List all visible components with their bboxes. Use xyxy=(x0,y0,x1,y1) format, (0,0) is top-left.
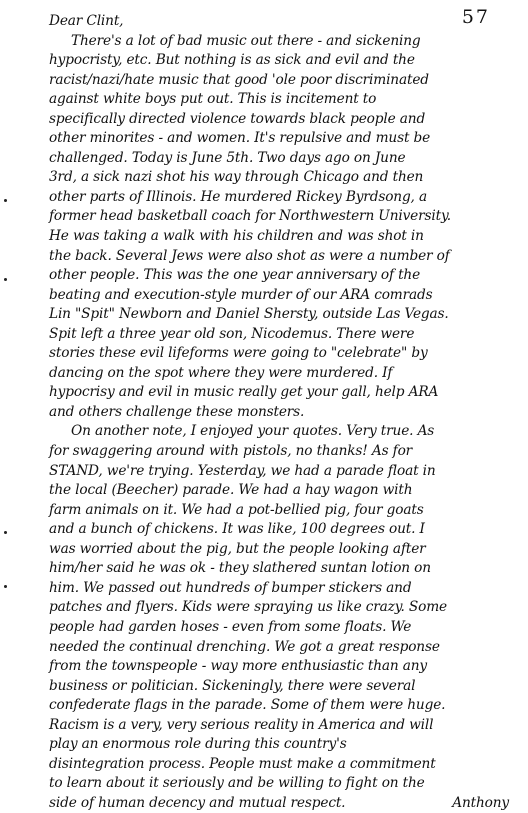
letter-line: to learn about it seriously and be willing to fight on the xyxy=(49,775,425,792)
letter-line: hypocrisy and evil in music really get your gall, help ARA xyxy=(49,384,439,401)
signature: Anthony xyxy=(452,794,509,811)
letter-line: former head basketball coach for Northwestern University. xyxy=(49,208,451,225)
letter-line: business or politician. Sickeningly, there were several xyxy=(49,677,416,694)
page-number: 57 xyxy=(461,6,490,28)
letter-line: 3rd, a sick nazi shot his way through Chicago and then xyxy=(49,169,424,186)
letter-line: for swaggering around with pistols, no thanks! As for xyxy=(49,443,413,460)
greeting: Dear Clint, xyxy=(49,13,124,29)
letter-line: patches and flyers. Kids were spraying us like crazy. Some xyxy=(49,599,447,616)
letter-line: and others challenge these monsters. xyxy=(49,403,305,420)
letter-line: On another note, I enjoyed your quotes. Very true. As xyxy=(71,423,435,440)
letter-line: He was taking a walk with his children and was shot in xyxy=(49,228,424,245)
letter-line: him. We passed out hundreds of bumper stickers and xyxy=(49,579,412,596)
letter-line: Racism is a very, very serious reality in America and will xyxy=(49,716,434,733)
letter-line: other parts of Illinois. He murdered Rickey Byrdsong, a xyxy=(49,188,427,205)
margin-mark xyxy=(4,278,7,281)
letter-line: Lin "Spit" Newborn and Daniel Shersty, outside Las Vegas. xyxy=(49,306,449,323)
letter-line: the local (Beecher) parade. We had a hay wagon with xyxy=(49,482,413,499)
margin-mark xyxy=(4,531,7,534)
letter-line: STAND, we're trying. Yesterday, we had a parade float in xyxy=(49,462,436,479)
closing-line xyxy=(49,794,519,813)
letter-line: other minorites - and women. It's repulsive and must be xyxy=(49,130,431,147)
paragraph-1 xyxy=(49,32,519,423)
letter-line: and a bunch of chickens. It was like, 100 degrees out. I xyxy=(49,521,425,538)
letter-line: stories these evil lifeforms were going to "celebrate" by xyxy=(49,345,428,362)
letter-line: play an enormous role during this country's xyxy=(49,736,347,753)
letter-line: beating and execution-style murder of our ARA comrads xyxy=(49,286,433,303)
letter-line: against white boys put out. This is incitement to xyxy=(49,91,377,108)
letter-line: hypocristy, etc. But nothing is as sick and evil and the xyxy=(49,52,415,69)
letter-line: farm animals on it. We had a pot-bellied pig, four goats xyxy=(49,501,424,518)
margin-mark xyxy=(4,199,7,202)
letter-line: Spit left a three year old son, Nicodemus. There were xyxy=(49,325,415,342)
letter-body xyxy=(49,12,519,813)
letter-line: dancing on the spot where they were murdered. If xyxy=(49,364,393,381)
letter-line: needed the continual drenching. We got a great response xyxy=(49,638,440,655)
letter-line: other people. This was the one year anniversary of the xyxy=(49,267,421,284)
letter-line: from the townspeople - way more enthusiastic than any xyxy=(49,658,428,675)
letter-line: him/her said he was ok - they slathered suntan lotion on xyxy=(49,560,431,577)
letter-line: challenged. Today is June 5th. Two days ago on June xyxy=(49,149,406,166)
paragraph-2 xyxy=(49,422,519,793)
closing-text: side of human decency and mutual respect. xyxy=(49,794,346,811)
letter-line: the back. Several Jews were also shot as were a number of xyxy=(49,247,450,264)
letter-line: racist/nazi/hate music that good 'ole poor discriminated xyxy=(49,71,429,88)
letter-line: was worried about the pig, but the people looking after xyxy=(49,540,426,557)
letter-line: specifically directed violence towards black people and xyxy=(49,110,426,127)
margin-mark xyxy=(4,585,7,588)
letter-line: confederate flags in the parade. Some of them were huge. xyxy=(49,697,446,714)
letter-line: There's a lot of bad music out there - and sickening xyxy=(71,32,421,49)
letter-line: people had garden hoses - even from some floats. We xyxy=(49,618,412,635)
letter-line: disintegration process. People must make a commitment xyxy=(49,755,436,772)
